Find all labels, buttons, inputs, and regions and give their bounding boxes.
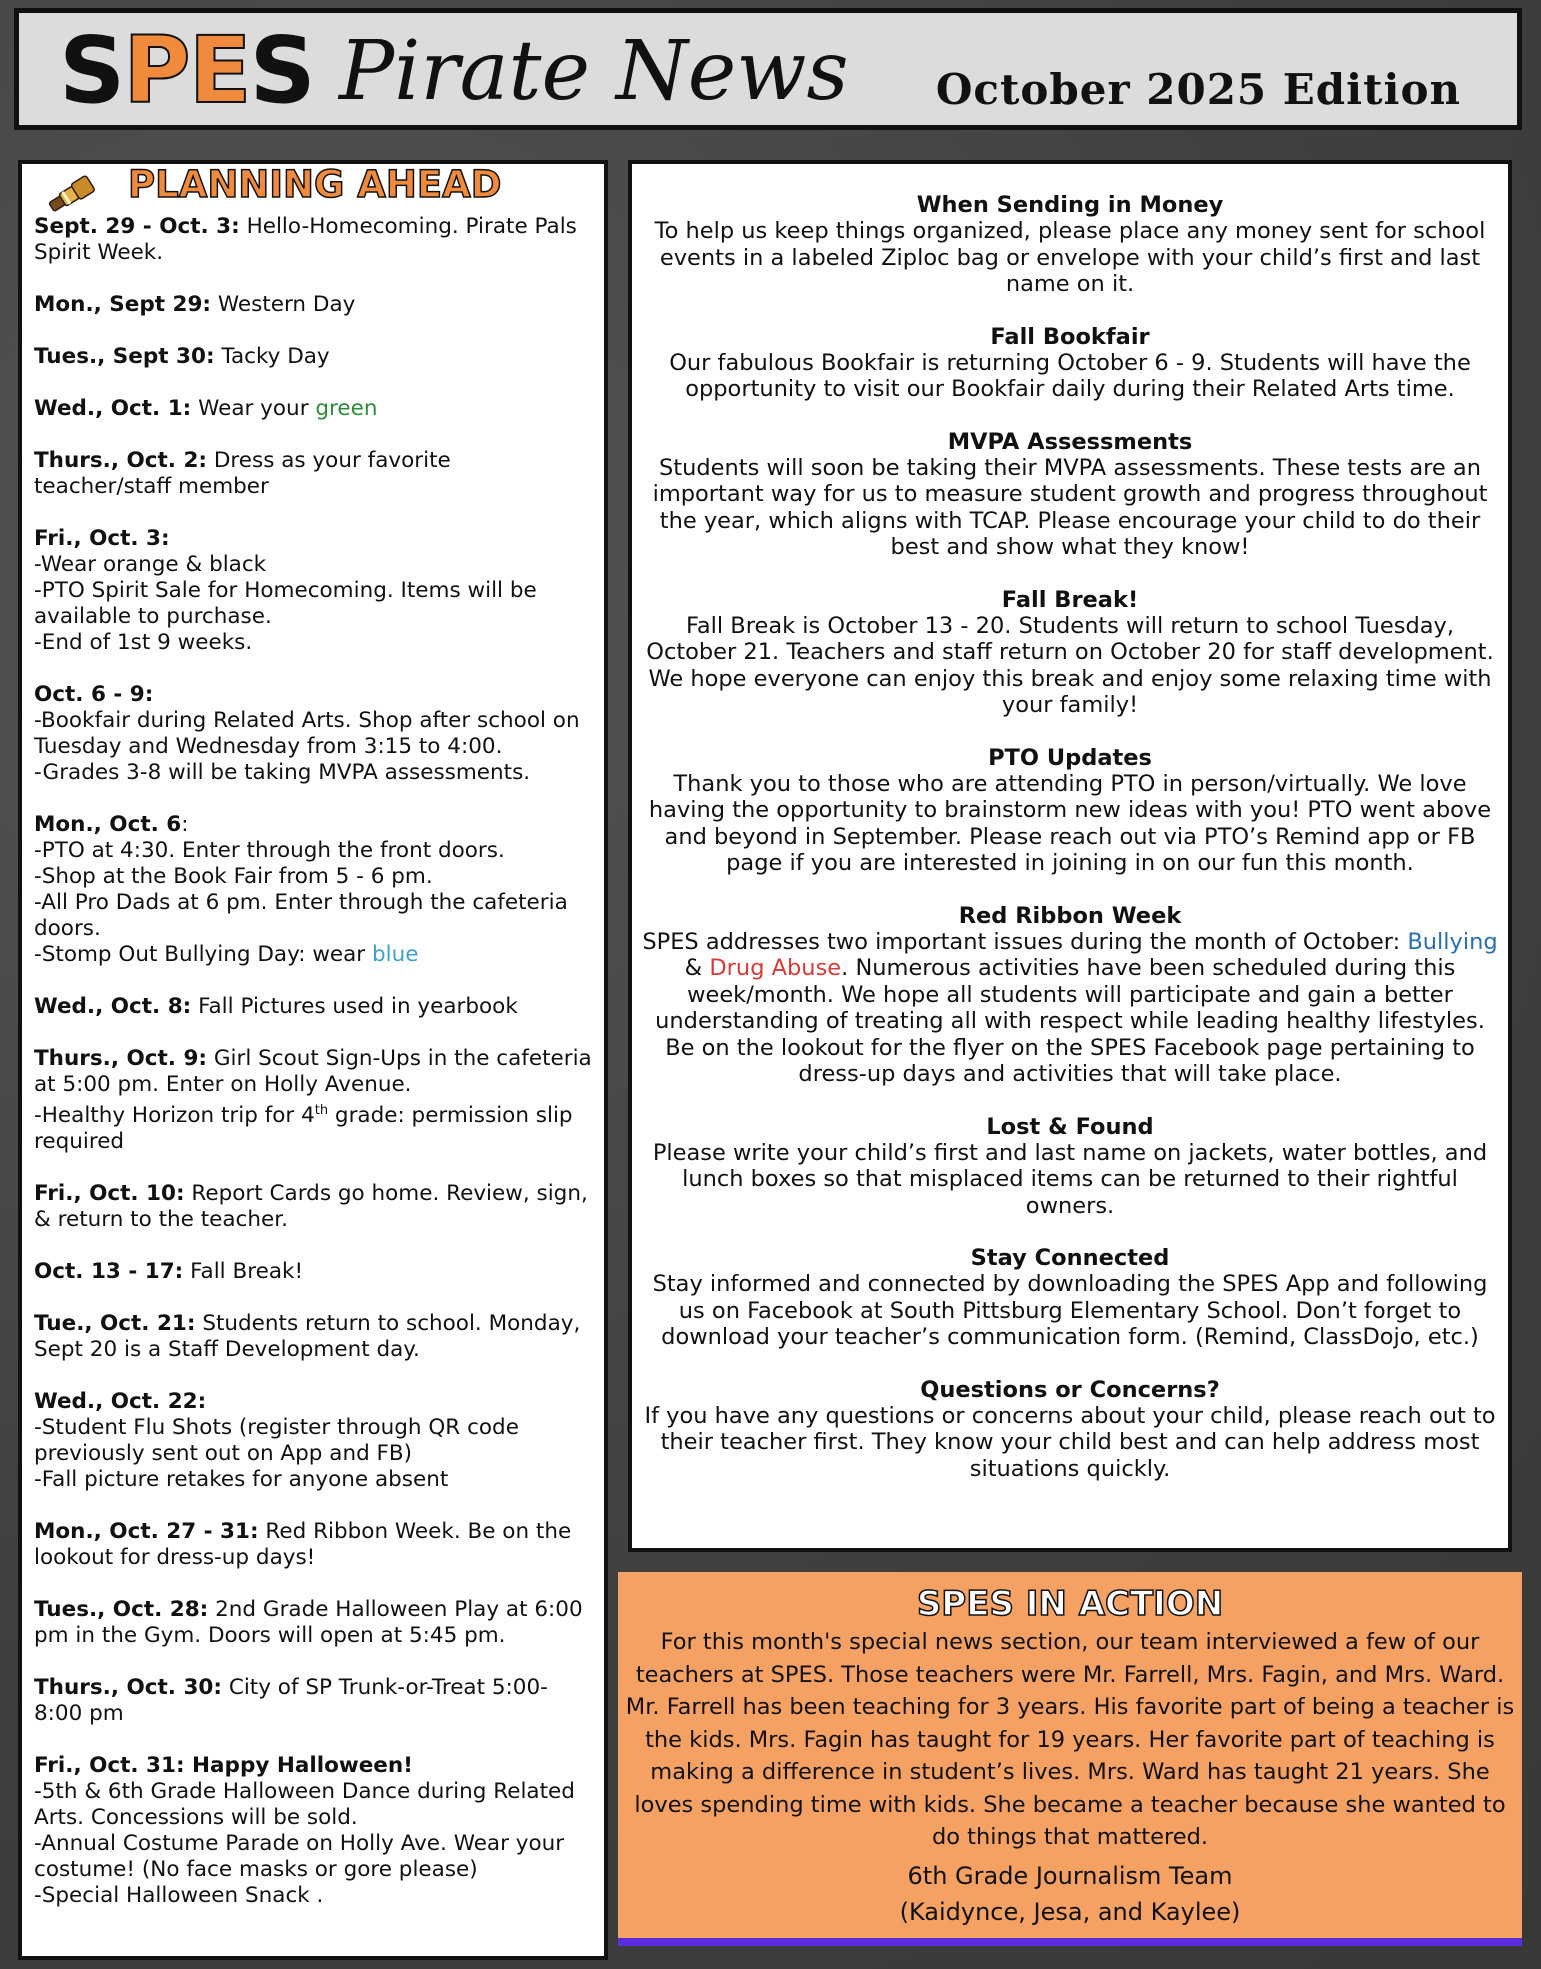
announcement-section [638,324,1502,403]
event-line: Tacky Day [221,344,330,369]
event-item [34,1675,594,1727]
event-item [34,448,594,500]
event-item [34,1259,594,1285]
event-date: Wed., Oct. 22: [34,1389,207,1415]
bullying-highlight: Bullying [1407,928,1498,955]
blue-highlight: blue [372,942,419,967]
event-line: Dress as your favorite teacher/staff member [34,448,451,499]
section-title: MVPA Assessments [947,428,1193,455]
planning-ahead-title: PLANNING AHEAD [128,163,502,206]
event-line: -End of 1st 9 weeks. [34,630,253,655]
event-line: -PTO Spirit Sale for Homecoming. Items will be available to purchase. [34,578,537,629]
event-line: City of SP Trunk-or-Treat 5:00-8:00 pm [34,1675,548,1727]
event-line: 2nd Grade Halloween Play at 6:00 pm in the Gym. Doors will open at 5:45 pm. [34,1597,583,1649]
event-line: Western Day [217,292,356,317]
section-body: To help us keep things organized, please place any money sent for school events in a labeled Ziploc bag or envelope with your child’s first and last name on it. [654,218,1486,297]
newsletter-banner [14,8,1522,130]
section-title: Fall Bookfair [990,323,1150,350]
event-item [34,1046,594,1155]
event-date: Fri., Oct. 3: [34,526,170,551]
event-item [34,526,594,656]
section-body: Students will soon be taking their MVPA assessments. These tests are an important way for us to measure student growth and progress throughout the year, which aligns with TCAP. Please encourage your child to do their best and show what they know! [652,454,1488,560]
section-body: Fall Break is October 13 - 20. Students will return to school Tuesday, October 21. Teachers and staff return on October 20 for staff development. We hope everyone can enjoy this break and enjoy some relaxing time with your family! [646,612,1494,718]
event-item: Mon., Oct. 6: -PTO at 4:30. Enter through the front doors. -Shop at the Book Fair from 5 - 6 pm. -All Pro Dads at 6 pm. Enter through the cafeteria doors. -Stomp Out Bullying Day: wear blue [34,812,594,968]
event-line: Red Ribbon Week. Be on the lookout for dress-up days! [34,1519,572,1571]
announcement-section [638,745,1502,877]
event-line: -All Pro Dads at 6 pm. Enter through the cafeteria doors. [34,890,568,941]
event-date: Tues., Oct. 28: [34,1597,209,1623]
red-ribbon-section [638,903,1502,1088]
event-line: -Annual Costume Parade on Holly Ave. Wear your costume! (No face masks or gore please) [34,1831,565,1883]
section-body: Thank you to those who are attending PTO in person/virtually. We love having the opportunity to brainstorm new ideas with you! PTO went above and beyond in September. Please reach out via PTO’s Remind app or FB page if you are interested in joining in on our fun this month. [648,770,1492,876]
announcements-panel [628,160,1512,1552]
event-line: Fall Break! [190,1259,304,1285]
event-date: Wed., Oct. 1: [34,396,192,421]
section-title: Stay Connected [970,1245,1170,1271]
event-item [34,292,594,318]
section-title: PTO Updates [988,744,1152,771]
section-title: Questions or Concerns? [920,1376,1220,1403]
event-item [34,1753,594,1909]
event-line: -Shop at the Book Fair from 5 - 6 pm. [34,864,433,889]
event-date: Fri., Oct. 31: Happy Halloween! [34,1753,413,1779]
event-date: Oct. 13 - 17: [34,1259,184,1285]
announcement-section [638,429,1502,561]
drug-abuse-highlight: Drug Abuse [709,955,842,981]
event-item [34,994,594,1020]
event-line: Wear your [198,396,309,421]
event-item [34,682,594,786]
event-date: Thurs., Oct. 30: [34,1675,222,1701]
event-date: Wed., Oct. 8: [34,994,192,1019]
announcement-section [638,192,1502,298]
event-line: -Grades 3-8 will be taking MVPA assessments. [34,760,531,785]
event-date: Oct. 6 - 9: [34,682,154,707]
event-line: -Special Halloween Snack . [34,1883,324,1909]
event-date: Mon., Oct. 27 - 31: [34,1519,259,1545]
announcement-section [638,1377,1502,1483]
event-line: -Fall picture retakes for anyone absent [34,1467,449,1493]
event-item [34,1181,594,1233]
announcement-section [638,1114,1502,1220]
section-title: Red Ribbon Week [958,902,1182,929]
event-line: -Wear orange & black [34,552,267,577]
event-line: -Student Flu Shots (register through QR code previously sent out on App and FB) [34,1415,519,1467]
announcement-section [638,587,1502,719]
event-item [34,1311,594,1363]
event-line: -Bookfair during Related Arts. Shop after school on Tuesday and Wednesday from 3:15 to 4:00. [34,708,580,759]
planning-ahead-panel [18,160,608,1960]
section-title: Lost & Found [986,1113,1154,1140]
event-line: Fall Pictures used in yearbook [198,994,518,1019]
announcement-section [638,1245,1502,1351]
journalism-team-signature: 6th Grade Journalism Team (Kaidynce, Jesa, and Kaylee) [899,1861,1241,1926]
event-line: Report Cards go home. Review, sign, & return to the teacher. [34,1181,588,1233]
section-body: If you have any questions or concerns about your child, please reach out to their teacher first. They know your child best and can help address most situations quickly. [644,1402,1496,1482]
edition-label: October 2025 Edition [935,65,1461,114]
spes-in-action-box [618,1572,1522,1946]
event-item [34,1597,594,1649]
event-item [34,344,594,370]
event-item [34,1519,594,1571]
pirate-news-title: Pirate News [339,24,849,119]
event-item [34,214,594,266]
section-body: Our fabulous Bookfair is returning October 6 - 9. Students will have the opportunity to visit our Bookfair daily during their Related Arts time. [669,349,1471,402]
spes-in-action-title: SPES IN ACTION [916,1584,1224,1624]
event-line: -Stomp Out Bullying Day: wear [34,942,366,967]
spes-logo: SPES [59,17,314,124]
event-item [34,1389,594,1493]
event-date: Thurs., Oct. 9: [34,1046,208,1071]
event-date: Mon., Sept 29: [34,292,212,317]
section-body: Stay informed and connected by downloading the SPES App and following us on Facebook at South Pittsburg Elementary School. Don’t forget to download your teacher’s communication form. (Remind, ClassDojo, etc.) [652,1271,1488,1350]
event-date: Tues., Sept 30: [34,344,215,369]
event-line: Students return to school. Monday, Sept 20 is a Staff Development day. [34,1311,581,1363]
section-title: When Sending in Money [916,192,1224,218]
spyglass-icon [42,174,100,216]
event-line: Girl Scout Sign-Ups in the cafeteria at 5:00 pm. Enter on Holly Avenue. [34,1046,592,1097]
event-line: -PTO at 4:30. Enter through the front doors. [34,838,505,863]
event-date: Thurs., Oct. 2: [34,448,208,473]
event-list [34,214,594,1909]
section-body: Please write your child’s first and last name on jackets, water bottles, and lunch boxes so that misplaced items can be returned to their rightful owners. [652,1139,1488,1219]
event-line: Hello-Homecoming. Pirate Pals Spirit Week. [34,214,577,265]
event-line: -5th & 6th Grade Halloween Dance during Related Arts. Concessions will be sold. [34,1779,575,1831]
event-item [34,396,594,422]
green-highlight: green [315,396,378,421]
spes-in-action-body: For this month's special news section, our team interviewed a few of our teachers at SPES. Those teachers were Mr. Farrell, Mrs. Fagin, and Mrs. Ward. Mr. Farrell has been teaching for 3 years. His favorite part of being a teacher is the kids. Mrs. Fagin has taught for 19 years. Her favorite part of teaching is making a difference in student’s lives. Mrs. Ward has taught 21 years. She loves spending time with kids. She became a teacher because she wanted to do things that mattered. [625,1629,1515,1850]
event-line: -Healthy Horizon trip for 4th grade: permission slip required [34,1103,573,1155]
section-title: Fall Break! [1001,586,1139,613]
event-date: Mon., Oct. 6 [34,812,182,837]
section-body: SPES addresses two important issues during the month of October: Bullying & Drug Abuse. Numerous activities have been scheduled during this week/month. We hope all students will participate and gain a better understanding of treating all with respect while leading healthy lifestyles. Be on the lookout for the flyer on the SPES Facebook page pertaining to dress-up days and activities that will take place. [642,928,1498,1087]
event-date: Sept. 29 - Oct. 3: [34,214,240,239]
event-date: Tue., Oct. 21: [34,1311,196,1337]
event-date: Fri., Oct. 10: [34,1181,185,1207]
